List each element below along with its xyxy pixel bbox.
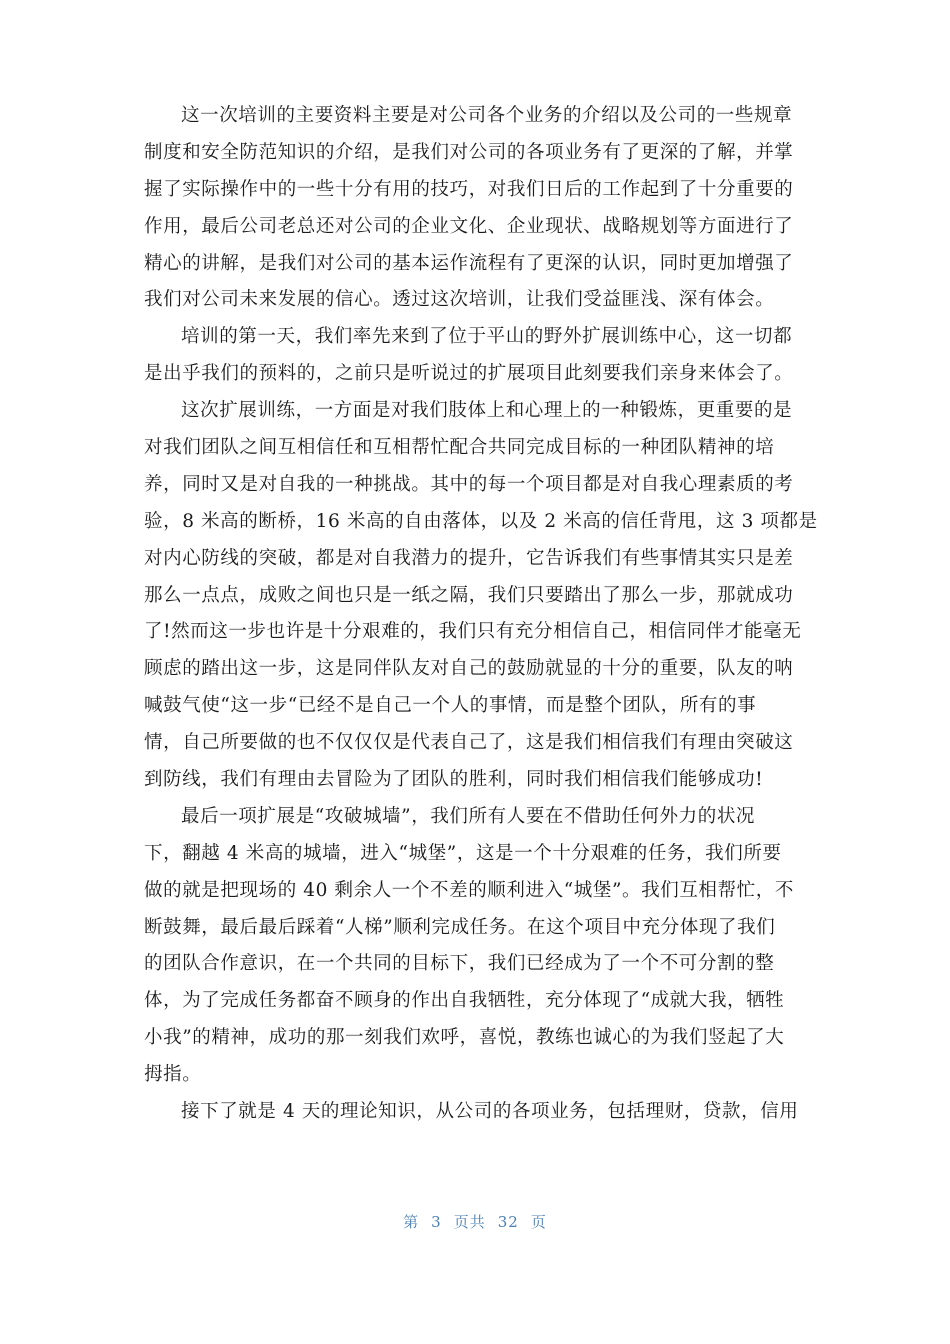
text-line: 对我们团队之间互相信任和互相帮忙配合共同完成目标的一种团队精神的培 xyxy=(144,437,775,459)
text-line: 下，翻越 4 米高的城墙，进入“城堡”，这是一个十分艰难的任务，我们所要 xyxy=(144,842,782,864)
footer-page-label: 第 xyxy=(403,1213,420,1231)
text-line: 培训的第一天，我们率先来到了位于平山的野外扩展训练中心，这一切都 xyxy=(181,326,793,348)
footer-of-label: 页共 xyxy=(453,1213,486,1231)
page-footer xyxy=(0,1211,950,1232)
text-line: 了!然而这一步也许是十分艰难的，我们只有充分相信自己，相信同伴才能毫无 xyxy=(144,621,802,643)
text-line: 情，自己所要做的也不仅仅仅是代表自己了，这是我们相信我们有理由突破这 xyxy=(144,732,794,754)
text-line: 我们对公司未来发展的信心。透过这次培训，让我们受益匪浅、深有体会。 xyxy=(144,289,775,311)
text-line: 这一次培训的主要资料主要是对公司各个业务的介绍以及公司的一些规章 xyxy=(181,105,793,126)
text-line: 验，8 米高的断桥，16 米高的自由落体，以及 2 米高的信任背甩，这 3 项都是 xyxy=(144,510,818,532)
total-pages-number: 32 xyxy=(497,1213,519,1231)
text-line: 最后一项扩展是“攻破城墙”，我们所有人要在不借助任何外力的状况 xyxy=(181,805,756,827)
text-line: 的团队合作意识，在一个共同的目标下，我们已经成为了一个不可分割的整 xyxy=(144,953,775,975)
text-line: 是出乎我们的预料的，之前只是听说过的扩展项目此刻要我们亲身来体会了。 xyxy=(144,363,794,385)
text-line: 这次扩展训练，一方面是对我们肢体上和心理上的一种锻炼，更重要的是 xyxy=(181,400,793,422)
text-line: 制度和安全防范知识的介绍，是我们对公司的各项业务有了更深的了解，并掌 xyxy=(144,141,794,163)
text-line: 对内心防线的突破，都是对自我潜力的提升，它告诉我们有些事情其实只是差 xyxy=(144,547,794,569)
text-line: 养，同时又是对自我的一种挑战。其中的每一个项目都是对自我心理素质的考 xyxy=(144,473,794,495)
text-line: 精心的讲解，是我们对公司的基本运作流程有了更深的认识，同时更加增强了 xyxy=(144,252,794,274)
text-line: 接下了就是 4 天的理论知识，从公司的各项业务，包括理财，贷款，信用 xyxy=(181,1101,799,1123)
text-line: 到防线，我们有理由去冒险为了团队的胜利，同时我们相信我们能够成功! xyxy=(144,769,764,791)
text-line: 喊鼓气使“这一步“已经不是自己一个人的事情，而是整个团队，所有的事 xyxy=(144,695,757,717)
current-page-number: 3 xyxy=(431,1213,442,1231)
text-line: 顾虑的踏出这一步，这是同伴队友对自己的鼓励就显的十分的重要，队友的呐 xyxy=(144,658,794,680)
text-line: 那么一点点，成败之间也只是一纸之隔，我们只要踏出了那么一步，那就成功 xyxy=(144,584,794,606)
text-line: 作用，最后公司老总还对公司的企业文化、企业现状、战略规划等方面进行了 xyxy=(144,215,794,237)
text-line: 体，为了完成任务都奋不顾身的作出自我牺牲，充分体现了“成就大我，牺牲 xyxy=(144,990,785,1012)
text-line: 拇指。 xyxy=(144,1064,202,1086)
document-body xyxy=(144,98,818,1131)
text-line: 小我”的精神，成功的那一刻我们欢呼，喜悦，教练也诚心的为我们竖起了大 xyxy=(144,1027,785,1049)
text-line: 断鼓舞，最后最后踩着“人梯”顺利完成任务。在这个项目中充分体现了我们 xyxy=(144,916,776,938)
text-line: 做的就是把现场的 40 剩余人一个不差的顺利进入“城堡”。我们互相帮忙，不 xyxy=(144,879,794,901)
text-line: 握了实际操作中的一些十分有用的技巧，对我们日后的工作起到了十分重要的 xyxy=(144,178,794,200)
footer-end-label: 页 xyxy=(530,1213,547,1231)
